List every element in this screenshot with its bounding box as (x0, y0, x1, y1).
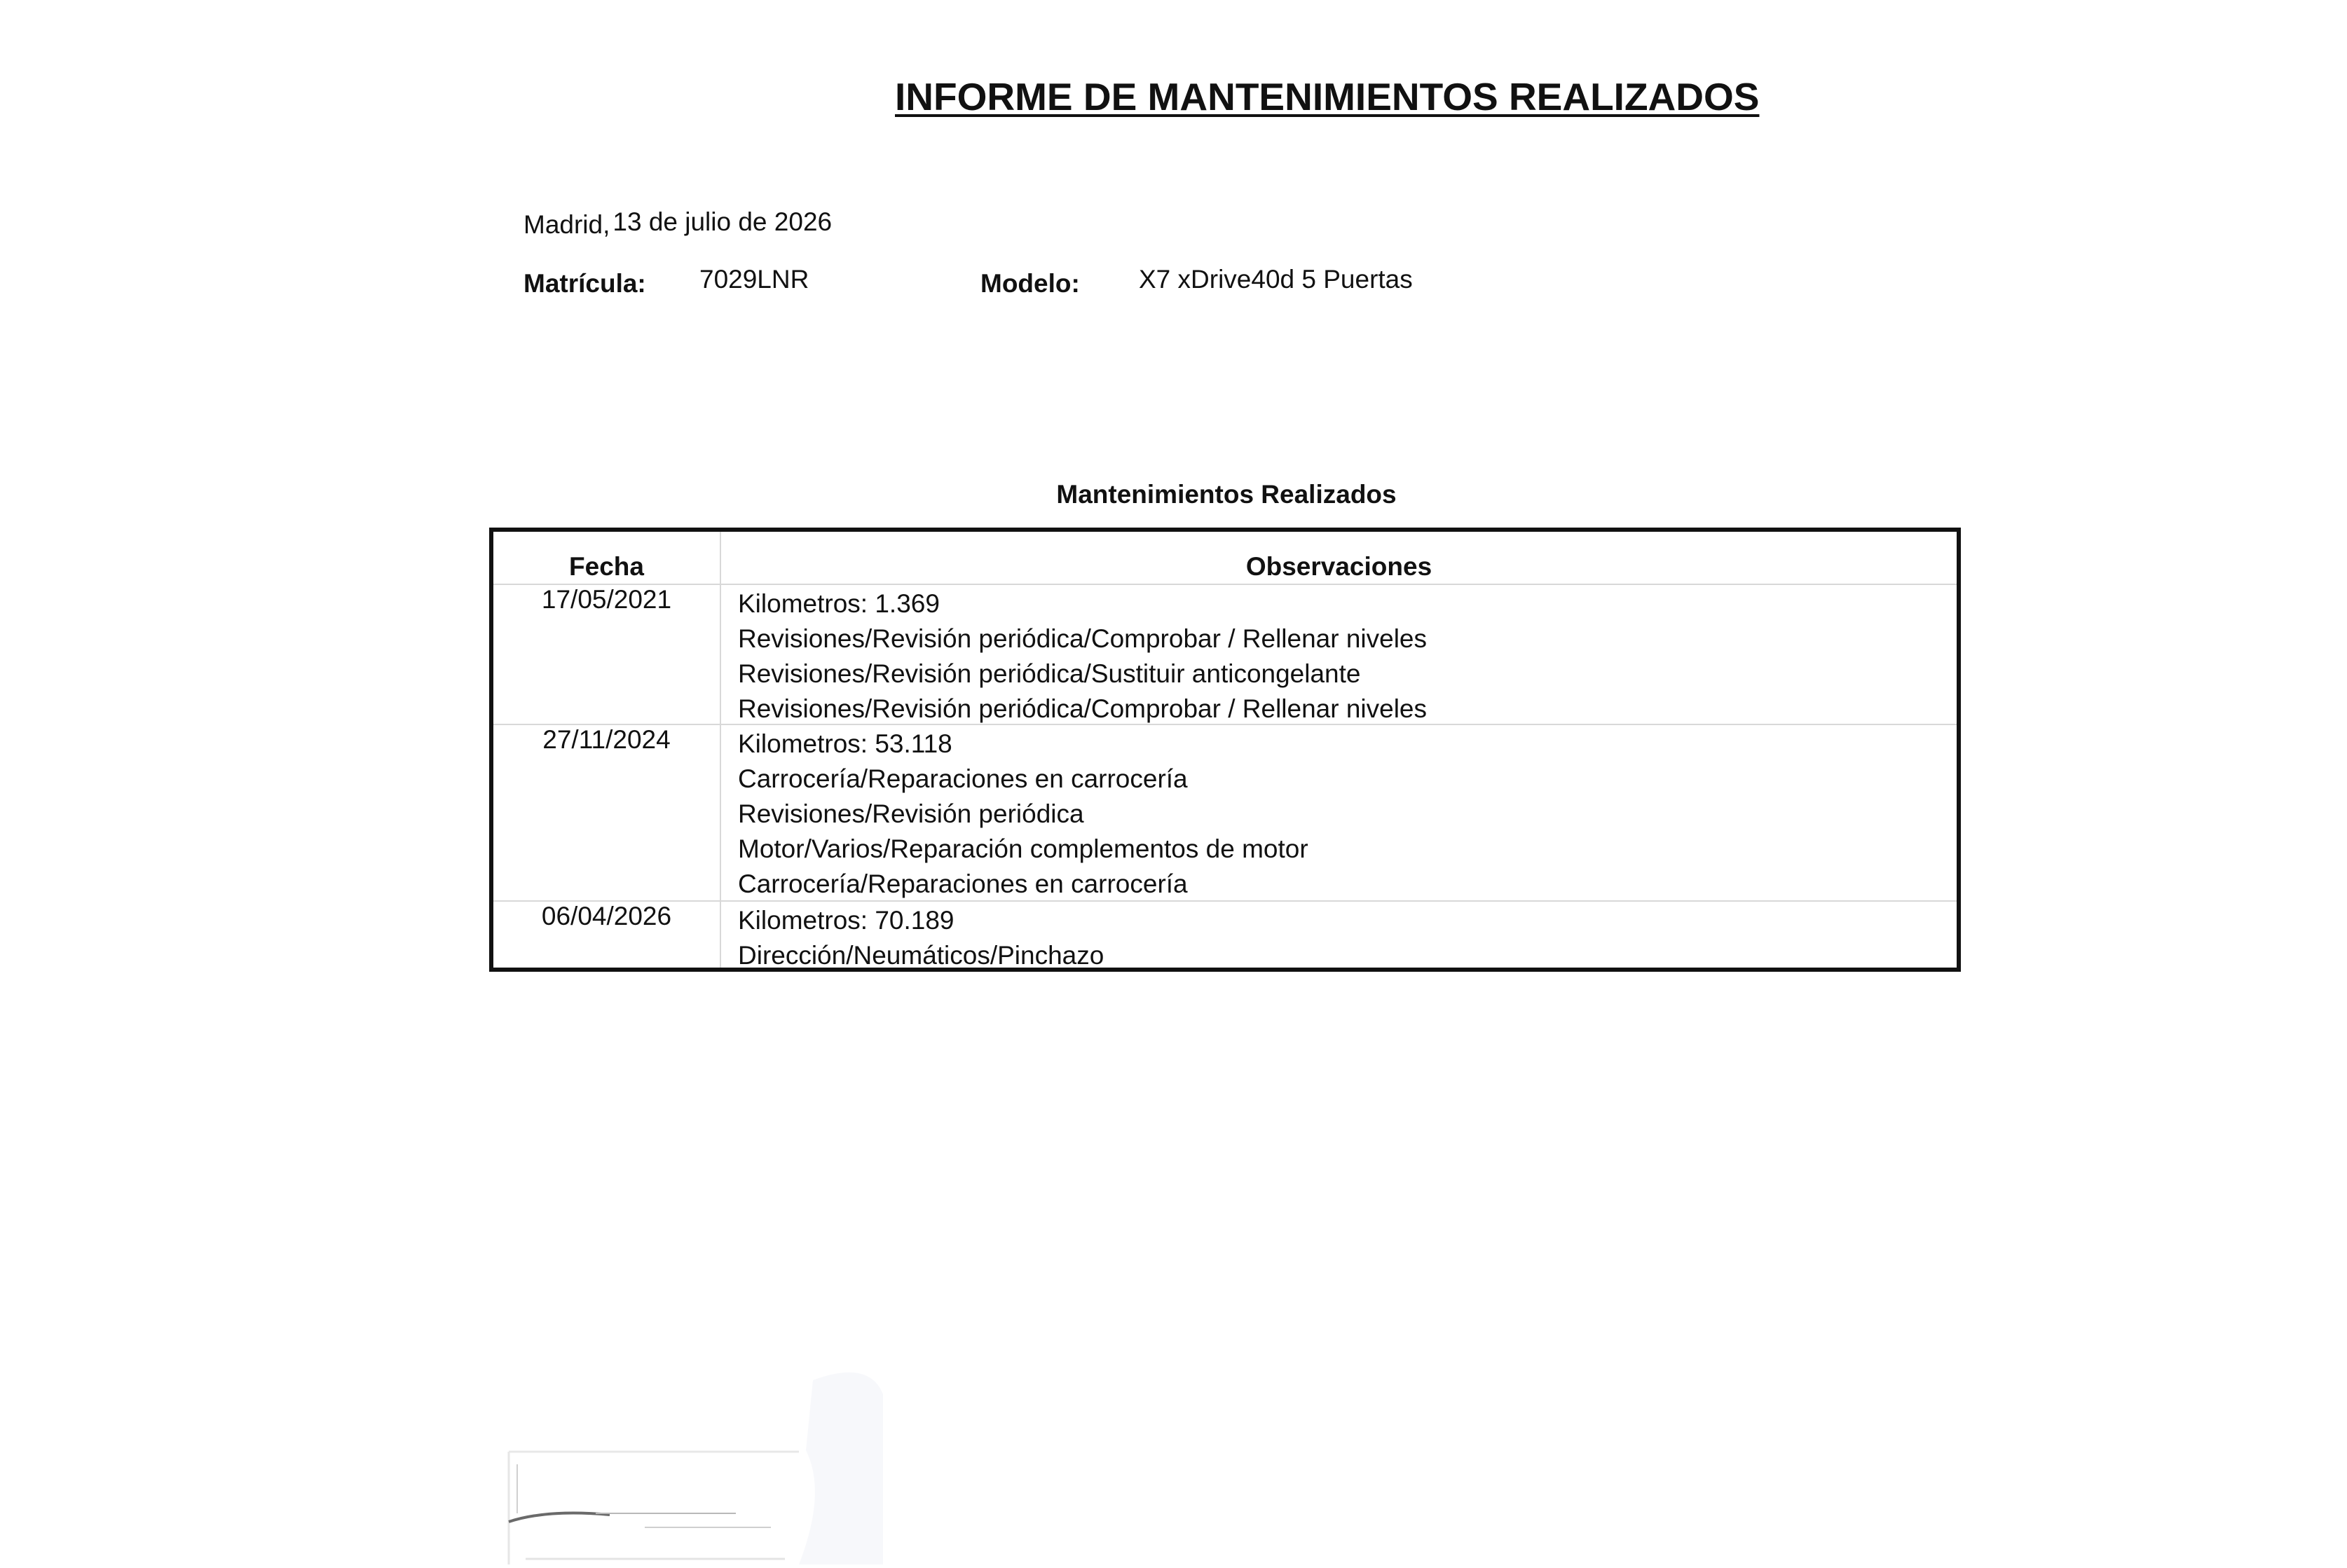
report-date: 13 de julio de 2026 (613, 207, 833, 236)
row-date: 06/04/2026 (541, 902, 672, 930)
report-title: INFORME DE MANTENIMIENTOS REALIZADOS (895, 75, 1760, 118)
header-fecha: Fecha (569, 552, 644, 581)
row-observaciones (738, 727, 1308, 902)
observation-line: Kilometros: 53.118 (738, 729, 952, 758)
observation-line: Revisiones/Revisión periódica/Comprobar / Rellenar niveles (738, 694, 1428, 723)
observation-line: Dirección/Neumáticos/Pinchazo (738, 941, 1104, 970)
place-text: Madrid, (524, 210, 610, 239)
observation-line: Motor/Varios/Reparación complementos de motor (738, 834, 1308, 863)
matricula-label: Matrícula: (524, 269, 646, 298)
modelo-value: X7 xDrive40d 5 Puertas (1139, 265, 1413, 294)
observation-line: Revisiones/Revisión periódica/Comprobar / Rellenar niveles (738, 624, 1428, 653)
place-date-line (524, 207, 833, 240)
maintenance-table (489, 528, 1961, 972)
matricula-value: 7029LNR (699, 265, 809, 294)
table-header-row (493, 532, 1957, 585)
row-observaciones (738, 903, 1104, 973)
observation-line: Carrocería/Reparaciones en carrocería (738, 764, 1188, 793)
signature-stamp-graphic (505, 1366, 883, 1564)
table-row (493, 585, 1957, 725)
row-date: 27/11/2024 (542, 725, 671, 754)
modelo-label: Modelo: (980, 269, 1080, 298)
table-row (493, 902, 1957, 972)
signature-stamp-area (505, 1366, 883, 1564)
row-date: 17/05/2021 (541, 585, 672, 614)
observation-line: Revisiones/Revisión periódica (738, 799, 1084, 828)
observation-line: Revisiones/Revisión periódica/Sustituir anticongelante (738, 659, 1361, 688)
observation-line: Carrocería/Reparaciones en carrocería (738, 869, 1188, 898)
observation-line: Kilometros: 70.189 (738, 906, 954, 935)
row-observaciones (738, 586, 1427, 727)
maintenance-section-title: Mantenimientos Realizados (1056, 480, 1397, 509)
observation-line: Kilometros: 1.369 (738, 589, 940, 618)
table-row (493, 725, 1957, 902)
header-observaciones: Observaciones (1245, 552, 1432, 581)
